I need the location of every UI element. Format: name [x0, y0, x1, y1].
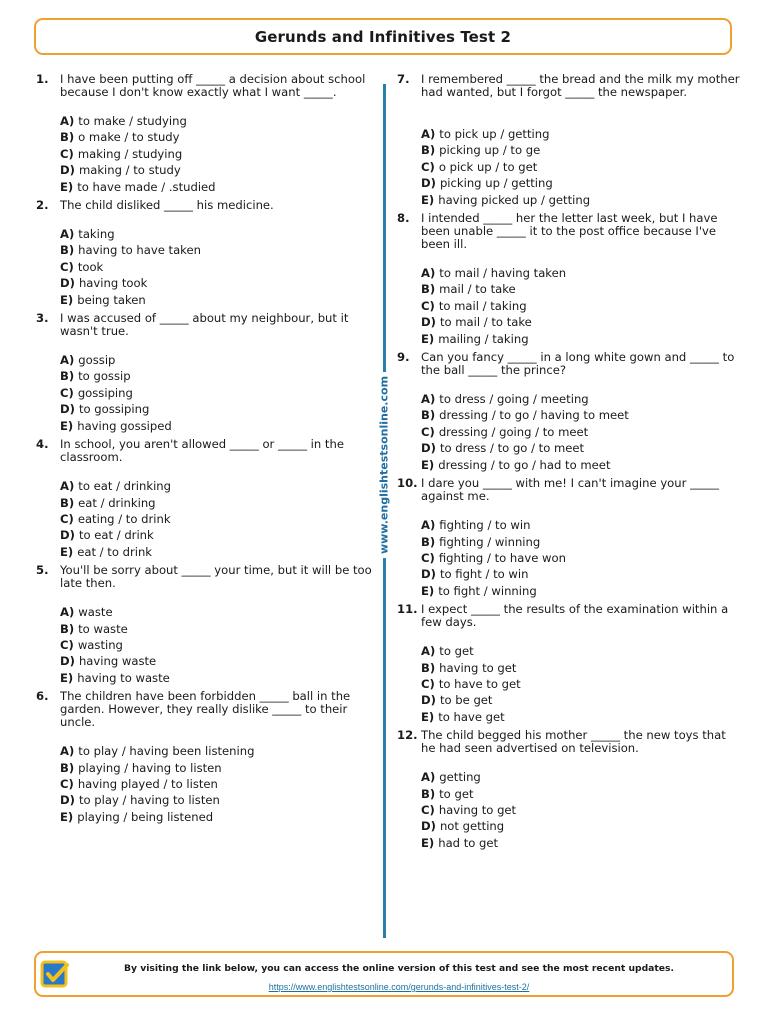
option-text: to dress / to go / to meet — [439, 441, 585, 456]
question-stem — [36, 312, 376, 338]
answer-option[interactable] — [421, 583, 742, 599]
question-1 — [36, 73, 376, 195]
answer-options — [60, 604, 376, 686]
question-number: 11. — [397, 602, 418, 617]
question-text: The children have been forbidden _____ ball in the garden. However, they really dislike _____ to their uncle. — [60, 689, 351, 730]
option-letter: D) — [60, 276, 75, 291]
option-text: to have get — [438, 709, 505, 724]
answer-option[interactable] — [421, 709, 742, 725]
option-text: to pick up / getting — [439, 127, 550, 141]
option-letter: A) — [60, 479, 75, 494]
option-letter: C) — [421, 424, 435, 439]
answer-option[interactable] — [421, 142, 742, 158]
answer-option[interactable] — [421, 643, 742, 659]
answer-option[interactable] — [421, 786, 742, 802]
option-letter: E) — [421, 331, 435, 346]
option-text: to have to get — [438, 676, 521, 691]
option-letter: D) — [60, 163, 75, 178]
option-letter: D) — [60, 402, 75, 417]
question-text: Can you fancy _____ in a long white gown and _____ to the ball _____ the prince? — [421, 350, 735, 378]
option-text: getting — [439, 770, 481, 785]
question-12 — [397, 729, 742, 851]
answer-option[interactable] — [421, 281, 742, 297]
question-number: 10. — [397, 476, 418, 491]
question-text: I intended _____ her the letter last week, but I have been unable _____ it to the post office because I've been ill. — [421, 211, 718, 252]
option-text: mail / to take — [439, 282, 516, 297]
answer-option[interactable] — [60, 242, 376, 258]
question-10 — [397, 477, 742, 599]
option-text: picking up / getting — [439, 176, 553, 191]
answer-options — [421, 769, 742, 851]
option-letter: D) — [60, 528, 75, 543]
option-text: to be get — [439, 693, 493, 708]
question-text: You'll be sorry about _____ your time, but it will be too late then. — [60, 563, 372, 591]
question-text: I was accused of _____ about my neighbour, but it wasn't true. — [60, 311, 349, 339]
option-letter: C) — [60, 146, 74, 161]
option-letter: B) — [421, 282, 436, 297]
option-letter: E) — [421, 192, 435, 207]
option-text: having to get — [439, 660, 517, 675]
option-text: to waste — [78, 621, 128, 636]
option-text: eat / drinking — [78, 495, 156, 510]
answer-option[interactable] — [421, 802, 742, 818]
option-text: to eat / drinking — [78, 479, 172, 494]
answer-option[interactable] — [60, 275, 376, 291]
option-text: to fight / to win — [439, 567, 529, 582]
question-number: 8. — [397, 211, 410, 226]
question-2 — [36, 199, 376, 308]
answer-option[interactable] — [421, 331, 742, 347]
question-11 — [397, 603, 742, 725]
answer-option[interactable] — [60, 179, 376, 195]
answer-options — [421, 517, 742, 599]
question-stem — [397, 73, 742, 99]
question-text: The child disliked _____ his medicine. — [60, 198, 274, 213]
option-text: fighting / winning — [439, 534, 541, 549]
question-text: I remembered _____ the bread and the milk my mother had wanted, but I forgot _____ the newspaper. — [421, 72, 740, 99]
answer-option[interactable] — [60, 621, 376, 637]
answer-option[interactable] — [421, 676, 742, 692]
option-letter: C) — [60, 259, 74, 274]
question-stem — [397, 212, 742, 251]
checkbox-check-icon — [40, 960, 70, 990]
answer-options — [421, 643, 742, 725]
answer-option[interactable] — [60, 544, 376, 560]
option-text: taking — [78, 227, 115, 242]
question-stem — [36, 199, 376, 212]
answer-option[interactable] — [421, 835, 742, 851]
option-letter: B) — [421, 143, 436, 158]
option-letter: E) — [60, 292, 74, 307]
option-text: not getting — [439, 819, 505, 834]
answer-option[interactable] — [421, 159, 742, 175]
option-letter: C) — [421, 550, 435, 565]
question-text: The child begged his mother _____ the new toys that he had seen advertised on television. — [421, 728, 726, 756]
option-letter: A) — [60, 227, 75, 242]
answer-option[interactable] — [421, 298, 742, 314]
answer-option[interactable] — [60, 670, 376, 686]
option-letter: A) — [421, 392, 436, 407]
option-letter: C) — [421, 676, 435, 691]
option-letter: C) — [60, 385, 74, 400]
option-letter: D) — [421, 819, 436, 834]
answer-option[interactable] — [60, 368, 376, 384]
option-letter: B) — [60, 243, 75, 258]
option-text: to get — [439, 786, 474, 801]
question-text: In school, you aren't allowed _____ or _____ in the classroom. — [60, 437, 344, 465]
option-letter: E) — [421, 709, 435, 724]
option-text: dressing / to go / having to meet — [439, 408, 629, 423]
option-letter: A) — [60, 744, 75, 759]
option-letter: D) — [421, 176, 436, 191]
answer-options — [421, 391, 742, 473]
option-letter: D) — [421, 315, 436, 330]
footer-text — [76, 963, 722, 994]
option-letter: E) — [60, 670, 74, 685]
question-number: 7. — [397, 72, 410, 86]
answer-options — [60, 478, 376, 560]
option-text: had to get — [438, 835, 499, 850]
option-text: having to get — [438, 802, 517, 817]
option-letter: A) — [421, 266, 436, 281]
option-text: dressing / going / to meet — [438, 424, 589, 439]
answer-option[interactable] — [60, 637, 376, 653]
answer-option[interactable] — [421, 550, 742, 566]
option-letter: B) — [60, 130, 75, 145]
option-text: to make / studying — [78, 114, 187, 128]
answer-option[interactable] — [60, 604, 376, 620]
answer-option[interactable] — [421, 175, 742, 191]
answer-option[interactable] — [60, 511, 376, 527]
option-text: having played / to listen — [77, 776, 218, 791]
option-text: eating / to drink — [77, 511, 171, 526]
question-number: 4. — [36, 437, 49, 452]
left-column — [36, 73, 376, 829]
answer-option[interactable] — [60, 653, 376, 669]
option-text: wasting — [77, 637, 123, 652]
answer-option[interactable] — [60, 418, 376, 434]
footer-box — [34, 951, 734, 997]
answer-option[interactable] — [60, 527, 376, 543]
option-text: o pick up / to get — [438, 159, 538, 174]
answer-option[interactable] — [421, 407, 742, 423]
answer-option[interactable] — [60, 776, 376, 792]
answer-options — [60, 352, 376, 434]
title-box — [34, 18, 732, 55]
watermark: www.englishtestsonline.com — [378, 372, 391, 558]
answer-option[interactable] — [60, 129, 376, 145]
question-4 — [36, 438, 376, 560]
question-number: 1. — [36, 72, 49, 86]
question-7 — [397, 73, 742, 208]
answer-option[interactable] — [60, 259, 376, 275]
option-text: fighting / to win — [439, 518, 531, 533]
option-text: waste — [78, 605, 113, 620]
option-text: to mail / having taken — [439, 266, 567, 281]
option-text: gossiping — [77, 385, 133, 400]
answer-option[interactable] — [60, 792, 376, 808]
option-letter: C) — [60, 637, 74, 652]
footer-message: By visiting the link below, you can access the online version of this test and see the most recent updates. — [124, 963, 674, 974]
option-text: fighting / to have won — [438, 550, 566, 565]
answer-option[interactable] — [421, 692, 742, 708]
option-text: playing / being listened — [77, 809, 214, 824]
online-test-link[interactable]: https://www.englishtestsonline.com/gerunds-and-infinitives-test-2/ — [268, 982, 530, 992]
option-letter: A) — [60, 353, 75, 368]
answer-option[interactable] — [60, 809, 376, 825]
option-text: gossip — [78, 353, 116, 368]
option-letter: A) — [60, 114, 75, 128]
option-letter: C) — [421, 159, 435, 174]
answer-option[interactable] — [421, 265, 742, 281]
answer-option[interactable] — [421, 314, 742, 330]
option-text: o make / to study — [78, 130, 180, 145]
answer-option[interactable] — [421, 457, 742, 473]
answer-option[interactable] — [421, 126, 742, 142]
option-letter: E) — [421, 457, 435, 472]
option-letter: D) — [421, 441, 436, 456]
option-letter: B) — [60, 621, 75, 636]
answer-option[interactable] — [421, 818, 742, 834]
option-text: making / to study — [78, 163, 181, 178]
option-letter: E) — [60, 544, 74, 559]
answer-options — [421, 265, 742, 347]
question-number: 2. — [36, 198, 49, 213]
option-letter: A) — [421, 770, 436, 785]
option-text: being taken — [77, 292, 146, 307]
option-letter: B) — [421, 786, 436, 801]
option-letter: A) — [60, 605, 75, 620]
question-stem — [36, 438, 376, 464]
option-letter: C) — [421, 802, 435, 817]
question-text: I expect _____ the results of the examination within a few days. — [421, 602, 729, 630]
answer-option[interactable] — [421, 391, 742, 407]
page-title: Gerunds and Infinitives Test 2 — [254, 27, 512, 46]
question-text: I dare you _____ with me! I can't imagine your _____ against me. — [421, 476, 720, 504]
option-letter: C) — [421, 298, 435, 313]
right-column — [397, 73, 742, 855]
question-number: 9. — [397, 350, 410, 365]
answer-option[interactable] — [421, 566, 742, 582]
option-text: mailing / taking — [438, 331, 529, 346]
question-stem — [36, 73, 376, 99]
question-stem — [36, 564, 376, 590]
question-6 — [36, 690, 376, 825]
option-text: having took — [78, 276, 148, 291]
answer-option[interactable] — [60, 401, 376, 417]
option-text: having waste — [78, 654, 157, 669]
option-text: to gossiping — [78, 402, 150, 417]
option-letter: E) — [60, 809, 74, 824]
answer-option[interactable] — [421, 440, 742, 456]
answer-options — [60, 226, 376, 308]
option-text: dressing / to go / had to meet — [438, 457, 611, 472]
question-text: I have been putting off _____ a decision about school because I don't know exactly what I want _____. — [60, 72, 366, 99]
option-text: to fight / winning — [438, 583, 537, 598]
option-letter: B) — [421, 408, 436, 423]
option-text: took — [77, 259, 104, 274]
answer-options — [60, 743, 376, 825]
option-text: eat / to drink — [77, 544, 153, 559]
option-text: to gossip — [78, 369, 131, 384]
option-letter: E) — [60, 179, 74, 194]
question-number: 12. — [397, 728, 418, 743]
answer-option[interactable] — [421, 424, 742, 440]
option-letter: B) — [60, 760, 75, 775]
option-letter: E) — [421, 835, 435, 850]
option-letter: A) — [421, 127, 436, 141]
option-letter: D) — [60, 654, 75, 669]
option-letter: A) — [421, 518, 436, 533]
question-number: 5. — [36, 563, 49, 578]
option-text: to mail / to take — [439, 315, 532, 330]
answer-option[interactable] — [60, 292, 376, 308]
answer-option[interactable] — [421, 192, 742, 208]
option-text: having to have taken — [78, 243, 201, 258]
question-number: 6. — [36, 689, 49, 704]
option-text: having gossiped — [77, 418, 172, 433]
question-9 — [397, 351, 742, 473]
option-text: to get — [439, 644, 474, 659]
option-letter: D) — [421, 567, 436, 582]
answer-option[interactable] — [60, 743, 376, 759]
option-text: to have made / .studied — [77, 179, 216, 194]
option-text: to dress / going / meeting — [439, 392, 589, 407]
option-text: making / studying — [77, 146, 183, 161]
answer-option[interactable] — [421, 534, 742, 550]
option-text: having picked up / getting — [438, 192, 591, 207]
answer-option[interactable] — [60, 113, 376, 129]
answer-option[interactable] — [60, 760, 376, 776]
answer-option[interactable] — [421, 769, 742, 785]
answer-option[interactable] — [60, 352, 376, 368]
question-8 — [397, 212, 742, 347]
question-stem — [36, 690, 376, 729]
answer-option[interactable] — [60, 162, 376, 178]
option-letter: D) — [421, 693, 436, 708]
option-letter: E) — [60, 418, 74, 433]
option-letter: B) — [60, 369, 75, 384]
option-letter: C) — [60, 776, 74, 791]
option-letter: C) — [60, 511, 74, 526]
option-text: having to waste — [77, 670, 170, 685]
option-text: to play / having to listen — [78, 793, 220, 808]
option-letter: B) — [60, 495, 75, 510]
question-5 — [36, 564, 376, 686]
answer-option[interactable] — [60, 385, 376, 401]
question-stem — [397, 351, 742, 377]
answer-option[interactable] — [60, 478, 376, 494]
answer-option[interactable] — [421, 660, 742, 676]
option-text: to play / having been listening — [78, 744, 255, 759]
option-text: to mail / taking — [438, 298, 527, 313]
answer-option[interactable] — [60, 495, 376, 511]
option-letter: A) — [421, 644, 436, 659]
question-stem — [397, 477, 742, 503]
answer-option[interactable] — [421, 517, 742, 533]
question-number: 3. — [36, 311, 49, 326]
option-letter: B) — [421, 660, 436, 675]
question-stem — [397, 603, 742, 629]
answer-options — [421, 126, 742, 208]
answer-options — [60, 113, 376, 195]
option-letter: B) — [421, 534, 436, 549]
option-letter: E) — [421, 583, 435, 598]
answer-option[interactable] — [60, 226, 376, 242]
option-text: picking up / to ge — [439, 143, 541, 158]
question-3 — [36, 312, 376, 434]
option-text: to eat / drink — [78, 528, 154, 543]
answer-option[interactable] — [60, 146, 376, 162]
question-stem — [397, 729, 742, 755]
option-letter: D) — [60, 793, 75, 808]
option-text: playing / having to listen — [78, 760, 222, 775]
